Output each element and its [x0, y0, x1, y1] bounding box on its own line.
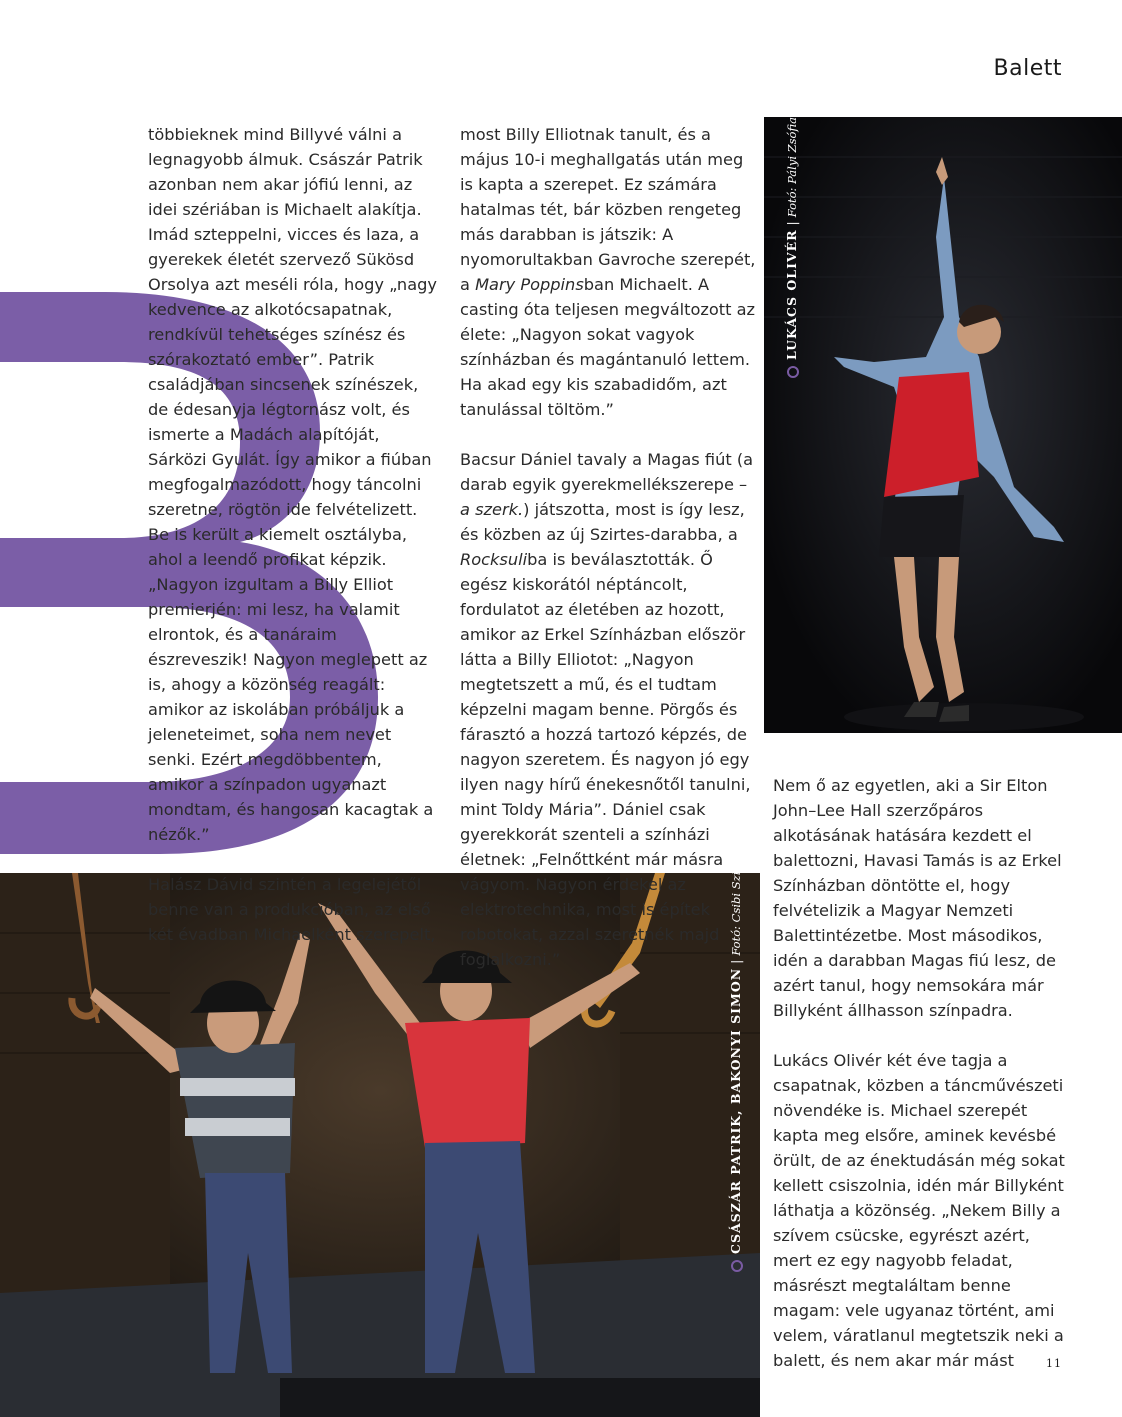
- photo-bottom-caption: CSÁSZÁR PATRIK, BAKONYI SIMON | Fotó: Csibi Szilvia: [728, 851, 743, 1272]
- paragraph: Halász Dávid szintén a legelejétől benne van a produkcióban, az első két évadban Michaelként szerepelt,: [148, 875, 436, 944]
- text-column-3: [773, 773, 1069, 1398]
- paragraph: most Billy Elliotnak tanult, és a május 10-i meghallgatás után meg is kapta a szerepet. Ez számára hatalmas tét, bár közben rengeteg más darabban is játszik: A nyomorultakban Gavroche szerepét, a Mary Poppinsban Michaelt. A casting óta teljesen megváltozott az élete: „Nagyon sokat vagyok színházban és magántanuló lettem. Ha akad egy kis szabadidőm, azt tanulással töltöm.”: [460, 125, 756, 419]
- paragraph: Bacsur Dániel tavaly a Magas fiút (a darab egyik gyerekmellékszerepe – a szerk.) játszotta, most is így lesz, és közben az új Szirtes-darabba, a Rocksuliba is beválasztották. Ő egész kiskorától néptáncolt, fordulatot az életében az hozott, amikor az Erkel Színházban először látta a Billy Elliotot: „Nagyon megtetszett a mű, és el tudtam képzelni magam benne. Pörgős és fárasztó a hozzá tartozó képzés, de nagyon szeretem. És nagyon jó egy ilyen nagy hírű énekesnőtől tanulni, mint Toldy Mária”. Dániel csak gyerekkorát szenteli a színházi életnek: „Felnőttként már másra vágyom. Nagyon érdekel az elektrotechnika, most is építek robotokat, azzal szeretnék majd foglalkozni.”: [460, 450, 754, 969]
- dancer-photo: [764, 117, 1122, 733]
- section-label: Balett: [993, 56, 1062, 81]
- paragraph: Nem ő az egyetlen, aki a Sir Elton John–Lee Hall szerzőpáros alkotásának hatására kezdett el balettozni, Havasi Tamás is az Erkel Színházban döntötte el, hogy felvételizik a Magyar Nemzeti Balettintézetbe. Most másodikos, idén a darabban Magas fiú lesz, de azért tanul, hogy nemsokára már Billyként állhasson színpadra.: [773, 776, 1062, 1020]
- paragraph: többieknek mind Billyvé válni a legnagyobb álmuk. Császár Patrik azonban nem akar jófiú lenni, az idei szériában is Michaelt alakítja. Imád szteppelni, vicces és laza, a gyerekek életét szervező Sükösd Orsolya azt meséli róla, hogy „nagy kedvence az alkotócsapatnak, rendkívül tehetséges színész és szórakoztató ember”. Patrik családjában sincsenek színészek, de édesanyja légtornász volt, és ismerte a Madách alapítóját, Sárközi Gyulát. Így amikor a fiúban megfogalmazódott, hogy táncolni szeretne, rögtön ide felvételizett. Be is került a kiemelt osztályba, ahol a leendő profikat képzik. „Nagyon izgultam a Billy Elliot premierjén: mi lesz, ha valamit elrontok, és a tanáraim észreveszik! Nagyon meglepett az is, ahogy a közönség reagált: amikor az iskolában próbáljuk a jeleneteimet, soha nem nevet senki. Ezért megdöbbentem, amikor a színpadon ugyanazt mondtam, és hangosan kacagtak a nézők.”: [148, 125, 437, 844]
- caption-ring-icon: [731, 1260, 743, 1272]
- text-column-1: [148, 122, 440, 972]
- photo-top-caption: LUKÁCS OLIVÉR | Fotó: Pályi Zsófia: [784, 117, 799, 378]
- text-column-2: [460, 122, 758, 997]
- caption-ring-icon: [787, 366, 799, 378]
- page-number: 11: [1046, 1357, 1062, 1370]
- paragraph: Lukács Olivér két éve tagja a csapatnak, közben a táncművészeti növendéke is. Michael szerepét kapta meg elsőre, aminek kevésbé örült, de az énektudásán még sokat kellett csiszolnia, idén már Billyként láthatja a közönség. „Nekem Billy a szívem csücske, egyrészt azért, mert ez egy nagyobb feladat, másrészt megtaláltam benne magam: vele ugyanaz történt, ami velem, váratlanul megtetszik neki a balett, és nem akar már mást: [773, 1051, 1065, 1370]
